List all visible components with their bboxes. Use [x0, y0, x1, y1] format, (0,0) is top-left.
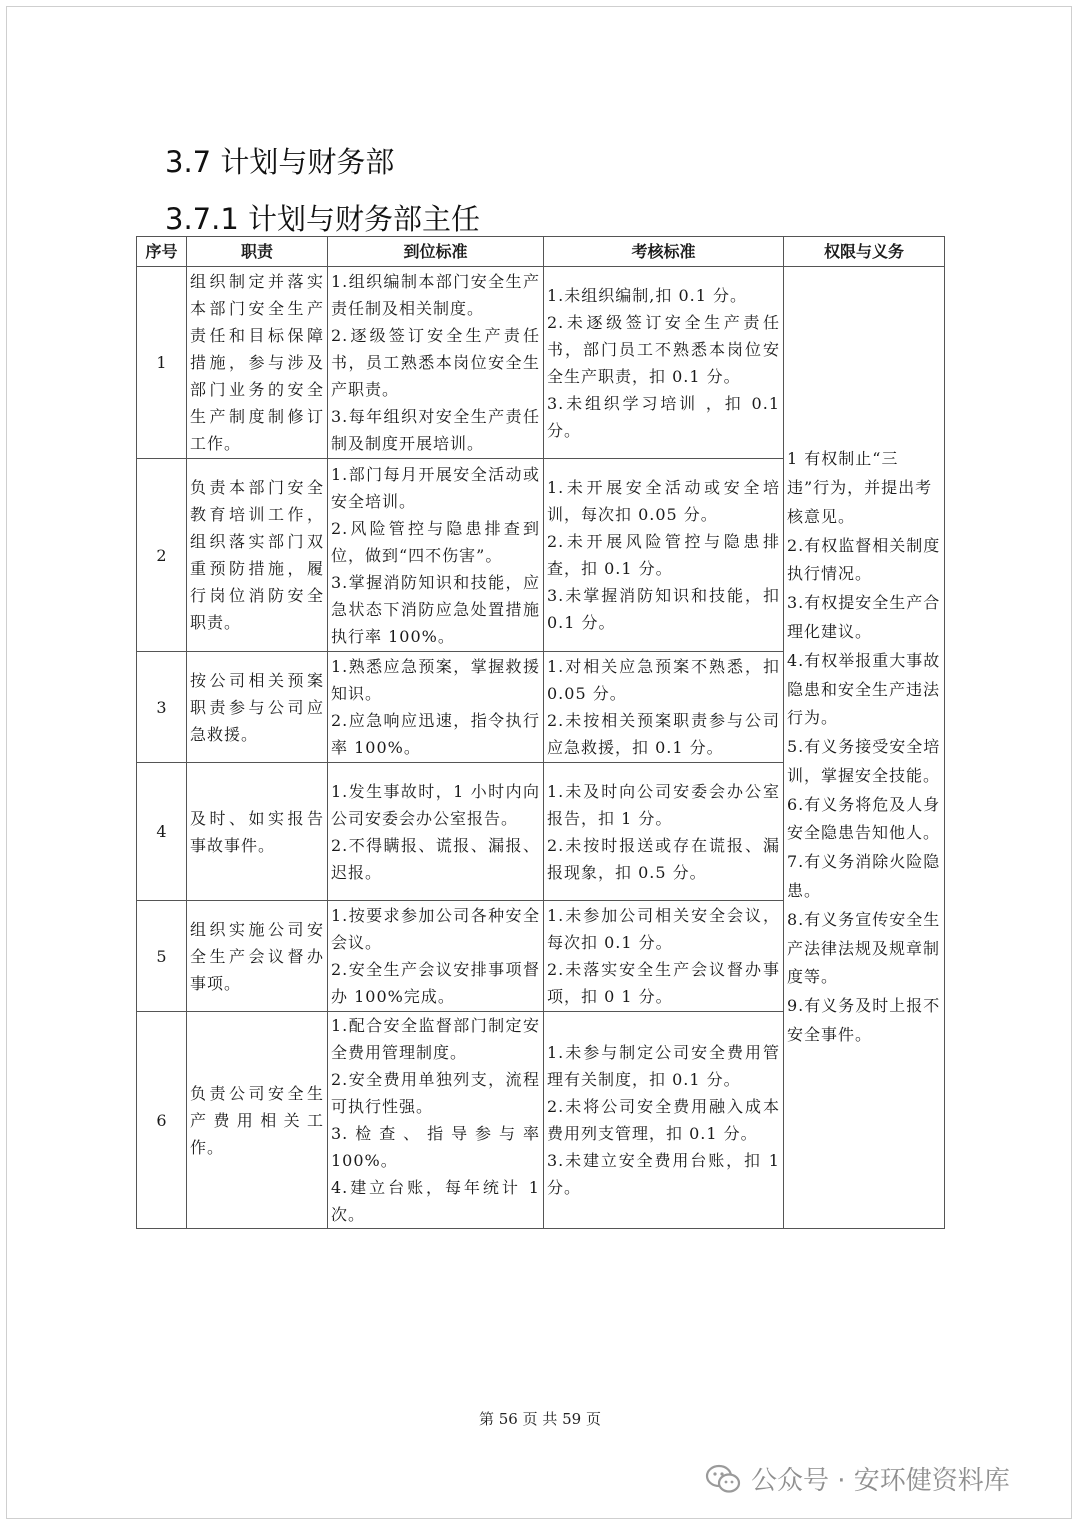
- standard-cell: [328, 901, 544, 1012]
- assessment-item: 3.未掌握消防知识和技能，扣 0.1 分。: [547, 586, 780, 632]
- standard-item: 1.部门每月开展安全活动或安全培训。: [331, 464, 540, 511]
- rights-item: 8.有义务宣传安全生产法律法规及规章制度等。: [787, 909, 941, 987]
- row-number: 1: [137, 267, 187, 459]
- row-number: 5: [137, 901, 187, 1012]
- standard-item: 2.逐级签订安全生产责任书，员工熟悉本岗位安全生产职责。: [331, 326, 540, 399]
- header-rights: 权限与义务: [784, 237, 945, 267]
- duty-cell: 负责本部门安全教育培训工作，组织落实部门双重预防措施，履行岗位消防安全职责。: [187, 459, 328, 652]
- standard-item: 2.安全生产会议安排事项督办 100%完成。: [331, 960, 540, 1006]
- row-number: 6: [137, 1012, 187, 1229]
- assessment-item: 3.未组织学习培训 ，扣 0.1 分。: [547, 393, 780, 440]
- rights-item: 4.有权举报重大事故隐患和安全生产违法行为。: [787, 650, 941, 728]
- assessment-item: 1.未参与制定公司安全费用管理有关制度，扣 0.1 分。: [547, 1043, 780, 1089]
- assessment-item: 2.未落实安全生产会议督办事项，扣 0 1 分。: [547, 960, 780, 1006]
- header-no: 序号: [137, 237, 187, 267]
- standard-item: 3.检查、指导参与率 100%。: [331, 1124, 540, 1170]
- rights-cell: [784, 267, 945, 1229]
- standard-item: 4.建立台账，每年统计 1 次。: [331, 1178, 540, 1224]
- duty-cell: 组织实施公司安全生产会议督办事项。: [187, 901, 328, 1012]
- watermark: [705, 1460, 1010, 1497]
- standard-cell: [328, 763, 544, 901]
- row-number: 2: [137, 459, 187, 652]
- assessment-item: 3.未建立安全费用台账，扣 1 分。: [547, 1151, 780, 1197]
- assessment-cell: [544, 459, 784, 652]
- assessment-cell: [544, 763, 784, 901]
- responsibility-table: [136, 236, 945, 1229]
- assessment-cell: [544, 901, 784, 1012]
- row-number: 3: [137, 652, 187, 763]
- assessment-item: 1.未组织编制,扣 0.1 分。: [547, 285, 747, 305]
- standard-cell: [328, 1012, 544, 1229]
- row-number: 4: [137, 763, 187, 901]
- standard-cell: [328, 459, 544, 652]
- duty-cell: 及时、如实报告事故事件。: [187, 763, 328, 901]
- subsection-heading: 3.7.1 计划与财务部主任: [165, 202, 481, 236]
- rights-item: 1 有权制止“三违”行为，并提出考核意见。: [787, 449, 933, 526]
- standard-item: 2.安全费用单独列支，流程可执行性强。: [331, 1070, 540, 1116]
- assessment-cell: [544, 652, 784, 763]
- rights-item: 2.有权监督相关制度执行情况。: [787, 535, 941, 584]
- watermark-text: 公众号 · 安环健资料库: [751, 1466, 1010, 1496]
- standard-cell: [328, 652, 544, 763]
- assessment-item: 2.未按相关预案职责参与公司应急救援，扣 0.1 分。: [547, 711, 780, 757]
- header-standard: 到位标准: [328, 237, 544, 267]
- standard-item: 1.组织编制本部门安全生产责任制及相关制度。: [331, 272, 540, 318]
- standard-item: 1.熟悉应急预案，掌握救援知识。: [331, 657, 540, 703]
- standard-item: 2.不得瞒报、谎报、漏报、迟报。: [331, 835, 540, 882]
- assessment-item: 1.未开展安全活动或安全培训，每次扣 0.05 分。: [547, 478, 780, 524]
- assessment-item: 1.未参加公司相关安全会议，每次扣 0.1 分。: [547, 906, 780, 952]
- rights-item: 9.有义务及时上报不安全事件。: [787, 996, 941, 1045]
- page-number: 第 56 页 共 59 页: [478, 1410, 601, 1428]
- duty-cell: 按公司相关预案职责参与公司应急救援。: [187, 652, 328, 763]
- assessment-cell: [544, 267, 784, 459]
- assessment-item: 2.未将公司安全费用融入成本费用列支管理，扣 0.1 分。: [547, 1097, 780, 1143]
- table-header-row: [137, 237, 945, 267]
- standard-item: 2.应急响应迅速，指令执行率 100%。: [331, 711, 540, 757]
- assessment-item: 2.未开展风险管控与隐患排查，扣 0.1 分。: [547, 532, 780, 578]
- rights-item: 7.有义务消除火险隐患。: [787, 852, 941, 901]
- wechat-icon: [705, 1464, 741, 1494]
- standard-item: 1.配合安全监督部门制定安全费用管理制度。: [331, 1016, 540, 1062]
- standard-item: 1.按要求参加公司各种安全会议。: [331, 906, 540, 952]
- standard-item: 1.发生事故时，1 小时内向公司安委会办公室报告。: [331, 781, 540, 828]
- table-row: [137, 267, 945, 459]
- assessment-item: 1.未及时向公司安委会办公室报告，扣 1 分。: [547, 781, 780, 828]
- standard-item: 2.风险管控与隐患排查到位，做到“四不伤害”。: [331, 518, 540, 565]
- standard-item: 3.掌握消防知识和技能，应急状态下消防应急处置措施执行率 100%。: [331, 572, 540, 646]
- rights-item: 3.有权提安全生产合理化建议。: [787, 593, 941, 641]
- standard-cell: [328, 267, 544, 459]
- assessment-cell: [544, 1012, 784, 1229]
- assessment-item: 1.对相关应急预案不熟悉，扣 0.05 分。: [547, 657, 780, 703]
- duty-cell: 组织制定并落实本部门安全生产责任和目标保障措施，参与涉及部门业务的安全生产制度制修订工作。: [187, 267, 328, 459]
- header-duty: 职责: [187, 237, 328, 267]
- section-heading: 3.7 计划与财务部: [165, 145, 395, 179]
- header-assessment: 考核标准: [544, 237, 784, 267]
- rights-item: 5.有义务接受安全培训，掌握安全技能。: [787, 737, 941, 785]
- rights-item: 6.有义务将危及人身安全隐患告知他人。: [787, 794, 941, 843]
- standard-item: 3.每年组织对安全生产责任制及制度开展培训。: [331, 407, 540, 453]
- assessment-item: 2.未按时报送或存在谎报、漏报现象，扣 0.5 分。: [547, 835, 780, 882]
- assessment-item: 2.未逐级签订安全生产责任书，部门员工不熟悉本岗位安全生产职责，扣 0.1 分。: [547, 312, 780, 386]
- duty-cell: 负责公司安全生产费用相关工作。: [187, 1012, 328, 1229]
